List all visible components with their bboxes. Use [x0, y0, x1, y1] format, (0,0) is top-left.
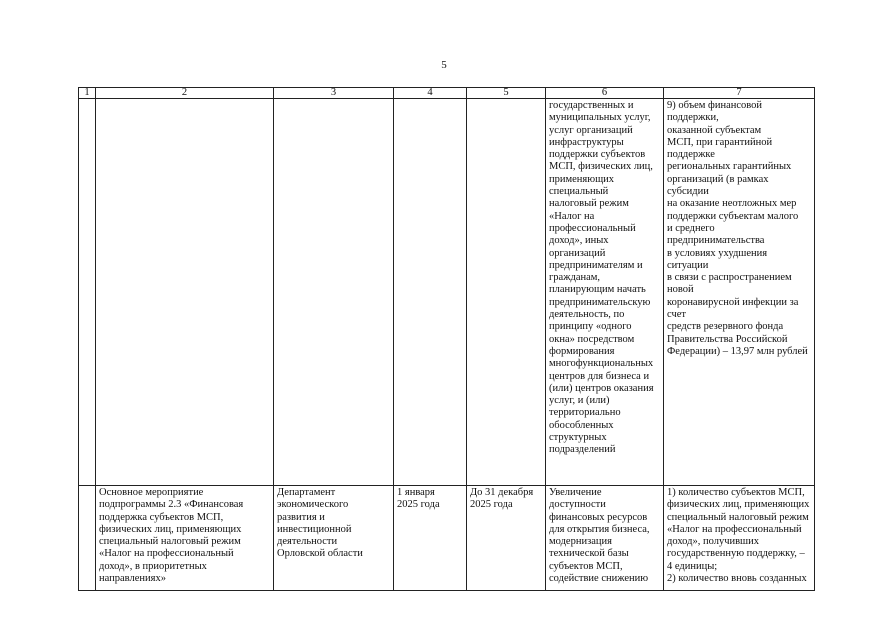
column-header-5: 5	[467, 88, 546, 99]
cell-number	[79, 486, 96, 591]
column-header-1: 1	[79, 88, 96, 99]
cell-end-date	[467, 99, 546, 486]
column-header-7: 7	[664, 88, 815, 99]
cell-expected-result: Увеличение доступности финансовых ресурсов для открытия бизнеса, модернизация технической базы субъектов МСП, содействие снижению	[546, 486, 664, 591]
cell-start-date	[394, 99, 467, 486]
cell-measure	[96, 99, 274, 486]
column-header-2: 2	[96, 88, 274, 99]
cell-indicators: 9) объем финансовой поддержки, оказанной субъектам МСП, при гарантийной поддержке региональных гарантийных организаций (в рамках субсидии на оказание неотложных мер поддержки субъектам малого и среднего предпринимательства в условиях ухудшения ситуации в связи с распространением новой коронавирусной инфекции за счет средств резервного фонда Правительства Российской Федерации) – 13,97 млн рублей	[664, 99, 815, 486]
cell-end-date: До 31 декабря 2025 года	[467, 486, 546, 591]
page-number: 5	[441, 59, 447, 71]
cell-indicators: 1) количество субъектов МСП, физических лиц, применяющих специальный налоговый режим «Налог на профессиональный доход», получивших государственную поддержку, – 4 единицы; 2) количество вновь созданных	[664, 486, 815, 591]
cell-start-date: 1 января 2025 года	[394, 486, 467, 591]
program-table	[78, 87, 815, 591]
cell-number	[79, 99, 96, 486]
cell-expected-result: государственных и муниципальных услуг, услуг организаций инфраструктуры поддержки субъектов МСП, физических лиц, применяющих специальный налоговый режим «Налог на профессиональный доход», иных организаций предпринимателям и гражданам, планирующим начать предпринимательскую деятельность, по принципу «одного окна» посредством формирования многофункциональных центров для бизнеса и (или) центров оказания услуг, и (или) территориально обособленных структурных подразделений	[546, 99, 664, 486]
column-header-4: 4	[394, 88, 467, 99]
table-header-row	[79, 88, 815, 99]
table-row	[79, 99, 815, 486]
cell-measure: Основное мероприятие подпрограммы 2.3 «Финансовая поддержка субъектов МСП, физических лиц, применяющих специальный налоговый режим «Налог на профессиональный доход», в приоритетных направлениях»	[96, 486, 274, 591]
column-header-6: 6	[546, 88, 664, 99]
cell-executor: Департамент экономического развития и инвестиционной деятельности Орловской области	[274, 486, 394, 591]
table-row	[79, 486, 815, 591]
column-header-3: 3	[274, 88, 394, 99]
cell-executor	[274, 99, 394, 486]
